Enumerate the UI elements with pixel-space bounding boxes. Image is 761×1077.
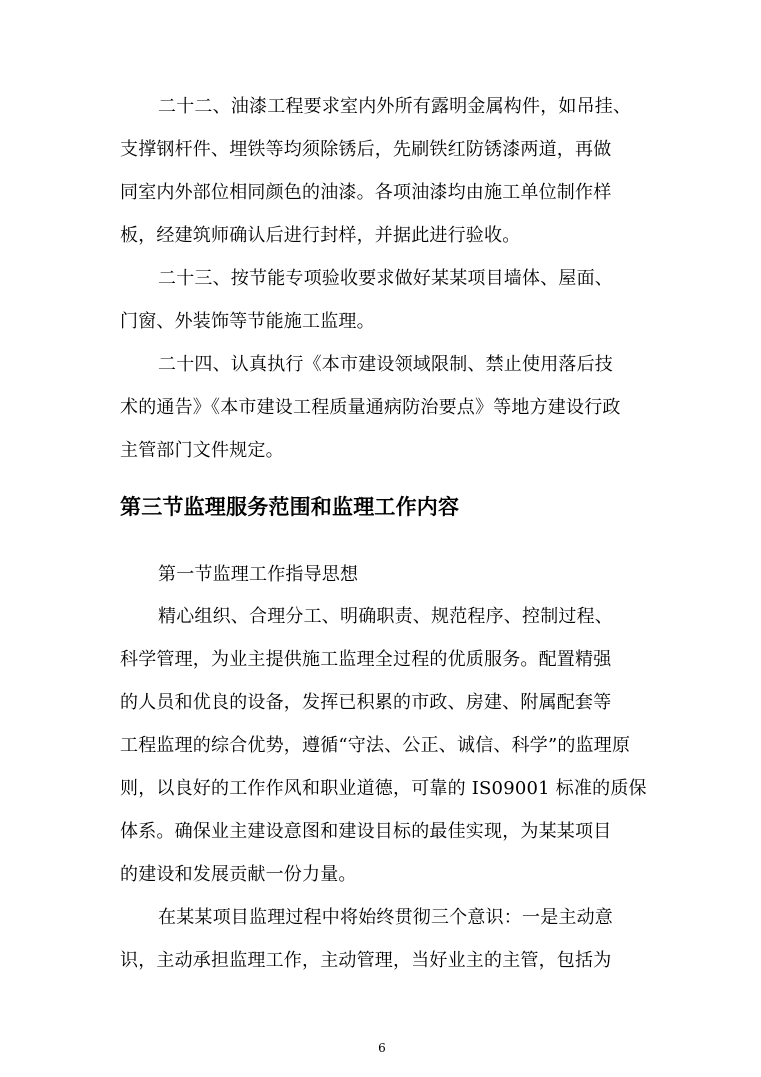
guiding-paragraph-line-4: 工程监理的综合优势，遵循“守法、公正、诚信、科学”的监理原 [120, 735, 631, 756]
guiding-paragraph-line-6: 体系。确保业主建设意图和建设目标的最佳实现，为某某项目 [120, 821, 612, 842]
paragraph-22-line-3: 同室内外部位相同颜色的油漆。各项油漆均由施工单位制作样 [120, 182, 612, 203]
paragraph-22-line-1: 二十二、油漆工程要求室内外所有露明金属构件，如吊挂、 [158, 96, 632, 117]
guiding-paragraph-line-3: 的人员和优良的设备，发挥已积累的市政、房建、附属配套等 [120, 692, 612, 713]
awareness-paragraph-line-2: 识，主动承担监理工作，主动管理，当好业主的主管，包括为 [120, 950, 612, 971]
awareness-paragraph-line-1: 在某某项目监理过程中将始终贯彻三个意识：一是主动意 [158, 907, 613, 928]
guiding-paragraph-line-7: 的建设和发展贡献一份力量。 [120, 864, 357, 885]
paragraph-23-line-1: 二十三、按节能专项验收要求做好某某项目墙体、屋面、 [158, 268, 613, 289]
paragraph-24-line-1: 二十四、认真执行《本市建设领域限制、禁止使用落后技 [158, 354, 613, 375]
guiding-paragraph-line-5: 则，以良好的工作作风和职业道德，可靠的 IS09001 标准的质保 [120, 778, 647, 799]
section-heading: 第三节监理服务范围和监理工作内容 [120, 494, 460, 519]
paragraph-23-line-2: 门窗、外装饰等节能施工监理。 [120, 311, 375, 332]
paragraph-22-line-2: 支撑钢杆件、埋铁等均须除锈后，先刷铁红防锈漆两道，再做 [120, 139, 612, 160]
page-number: 6 [378, 1041, 386, 1055]
guiding-paragraph-line-1: 精心组织、合理分工、明确职责、规范程序、控制过程、 [158, 606, 613, 627]
paragraph-24-line-2: 术的通告》《本市建设工程质量通病防治要点》等地方建设行政 [120, 397, 621, 418]
guiding-paragraph-line-2: 科学管理，为业主提供施工监理全过程的优质服务。配置精强 [120, 649, 612, 670]
paragraph-24-line-3: 主管部门文件规定。 [120, 440, 284, 461]
paragraph-22-line-4: 板，经建筑师确认后进行封样，并据此进行验收。 [120, 225, 521, 246]
subheading: 第一节监理工作指导思想 [158, 564, 359, 585]
